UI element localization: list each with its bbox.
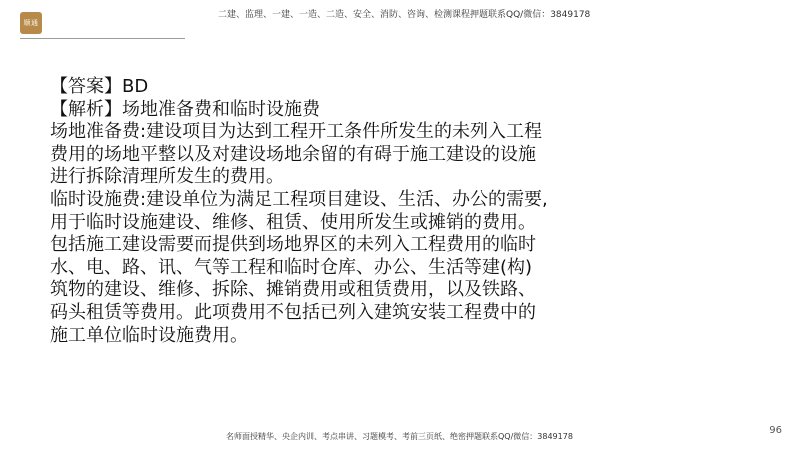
body-line: 费用的场地平整以及对建设场地余留的有碍于施工建设的设施 xyxy=(50,143,536,165)
body-line: 进行拆除清理所发生的费用。 xyxy=(50,166,284,188)
page-number: 96 xyxy=(769,425,782,436)
body-line: 包括施工建设需要而提供到场地界区的未列入工程费用的临时 xyxy=(50,234,536,256)
body-line: 水、电、路、讯、气等工程和临时仓库、办公、生活等建(构) xyxy=(50,256,533,278)
brand-logo xyxy=(20,12,42,34)
body-line: 场地准备费:建设项目为达到工程开工条件所发生的未列入工程 xyxy=(50,121,543,143)
body-line: 筑物的建设、维修、拆除、摊销费用或租赁费用，以及铁路、 xyxy=(50,279,536,301)
brand-logo-text: 顺通 xyxy=(23,19,39,27)
header-contact-info: 二建、监理、一建、一造、二造、安全、消防、咨询、检测课程押题联系QQ/微信：3849178 xyxy=(218,10,591,20)
analysis-heading: 【解析】场地准备费和临时设施费 xyxy=(50,98,320,120)
answer-explanation xyxy=(50,76,770,347)
body-line: 用于临时设施建设、维修、租赁、使用所发生或摊销的费用。 xyxy=(50,211,536,233)
body-line: 码头租赁等费用。此项费用不包括已列入建筑安装工程费中的 xyxy=(50,301,536,323)
answer-line: 【答案】BD xyxy=(50,76,149,97)
body-line: 施工单位临时设施费用。 xyxy=(50,324,248,346)
header-divider xyxy=(20,38,185,39)
body-line: 临时设施费:建设单位为满足工程项目建设、生活、办公的需要, xyxy=(50,188,548,210)
footer-contact-info: 名师面授精华、央企内训、考点串讲、习题模考、考前三页纸、绝密押题联系QQ/微信：3849178 xyxy=(226,432,573,441)
